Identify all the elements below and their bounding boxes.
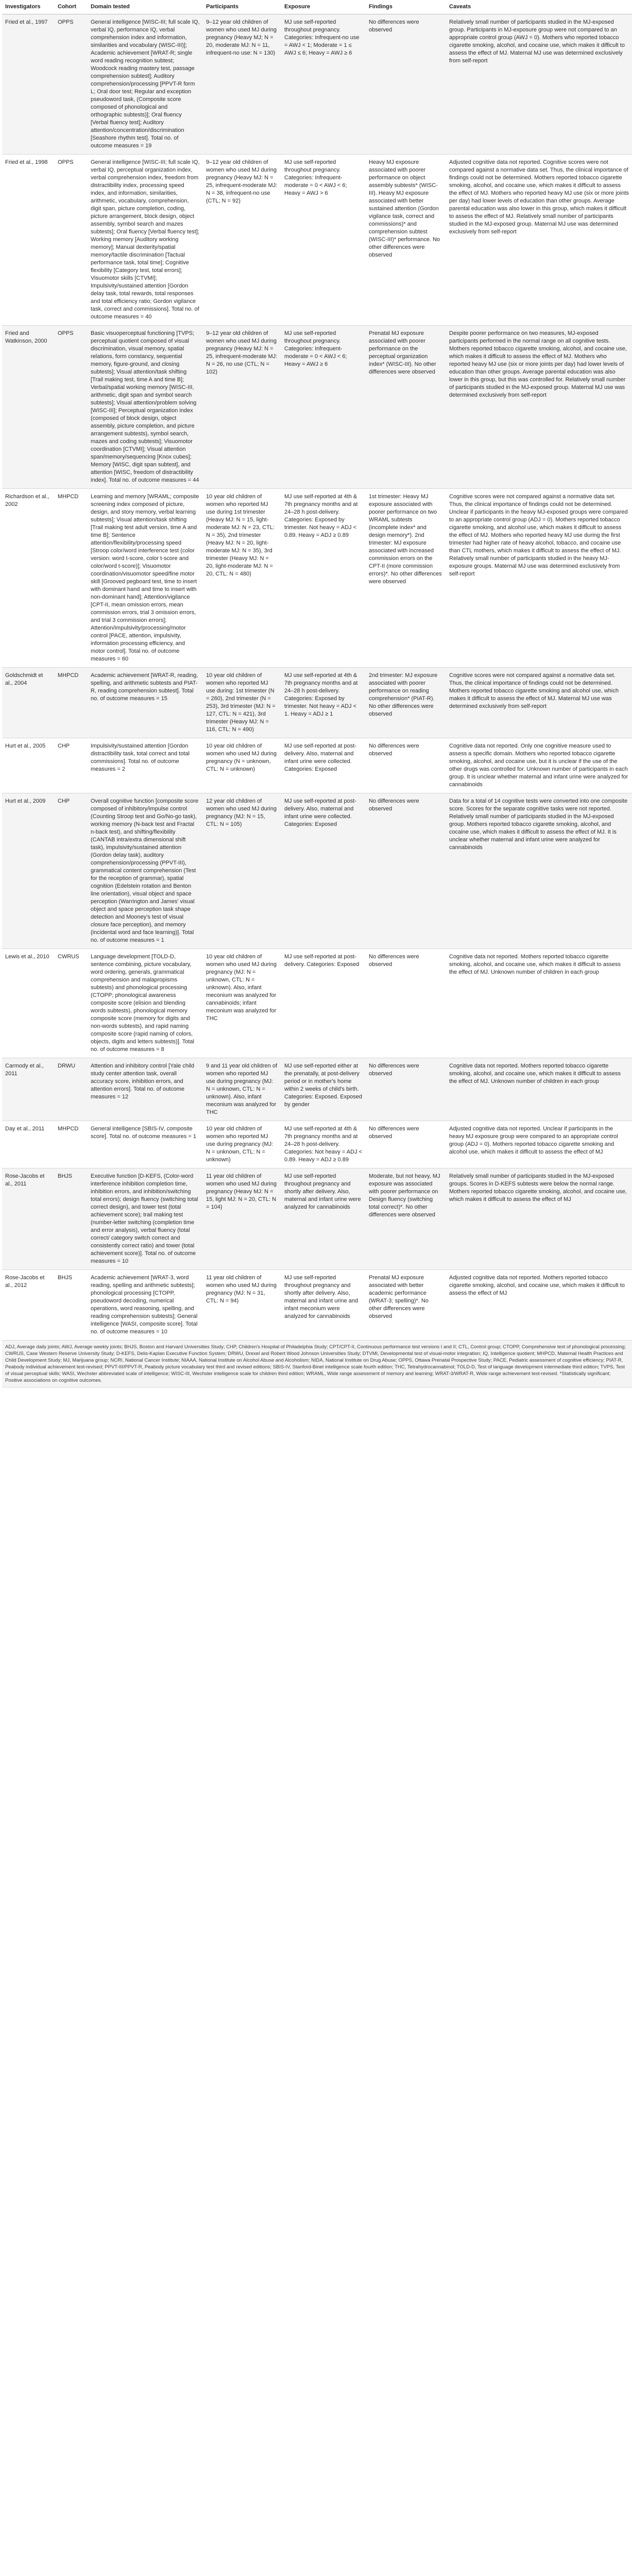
cell-domain: Attention and inhibitory control [Yale child study center attention task, overall accuracy score, inhibition errors, and attention errors]. Total no. of outcome measures = 12 <box>88 1058 203 1121</box>
cell-caveats: Relatively small number of participants studied in the MJ-exposed groups. Scores in D-KEFS subtests were below the normal range. Mothers reported tobacco cigarette smoking, alcohol, and cocaine use, which makes it difficult to assess the effect of MJ <box>446 1168 632 1270</box>
cell-participants: 11 year old children of women who used MJ during pregnancy (Heavy MJ: N = 15, light MJ: N = 20, CTL: N = 104) <box>203 1168 281 1270</box>
cell-cohort: CHP <box>55 738 88 793</box>
cell-cohort: MHPCD <box>55 489 88 668</box>
cell-investigators: Lewis et al., 2010 <box>2 949 55 1058</box>
cell-cohort: CWRUS <box>55 949 88 1058</box>
cell-investigators: Hurt et al., 2005 <box>2 738 55 793</box>
table-row <box>2 793 632 949</box>
table-row <box>2 668 632 738</box>
cell-domain: Language development [TOLD-D, sentence combining, picture vocabulary, word ordering, generals, grammatical comprehension and malapropisms subtests) and phonological processing (CTOPP; phonological awareness composite score (elision and blending words subtests), phonological memory composite score (memory for digits and non-words subtests), and rapid naming composite score (rapid naming of colors, objects, digits and letters subtests)]. Total no. of outcome measures = 8 <box>88 949 203 1058</box>
cell-caveats: Adjusted cognitive data not reported. Cognitive scores were not compared against a normative data set. Thus, the clinical importance of findings could not be determined. Mothers reported tobacco cigarette smoking, alcohol, and cocaine use, which makes it difficult to assess the effect of MJ. Mothers who reported heavy MJ use (six or more joints per day) had lower levels of education than other groups. Average parental education was also lower in this group, which makes it difficult to assess the effect of MJ. Relatively small number of participants studied in the MJ-exposed group. Maternal MJ use was determined exclusively from self-report <box>446 155 632 326</box>
table-row <box>2 1168 632 1270</box>
cell-investigators: Fried et al., 1997 <box>2 14 55 155</box>
cell-investigators: Rose-Jacobs et al., 2012 <box>2 1270 55 1341</box>
cell-domain: Executive function [D-KEFS, (Color-word interference inhibition completion time, inhibition errors, and inhibition/switching total errors); design fluency (switching total correct design), and tower test (total achievement score); trail making test (number-letter switching (completion time and error analysis), verbal fluency (total correct/ category switch correct and consistently correct ratio) and tower (total achievement score)]. Total no. of outcome measures = 10 <box>88 1168 203 1270</box>
cell-caveats: Adjusted cognitive data not reported. Unclear if participants in the heavy MJ exposure group were compared to an appropriate control group (ADJ = 0). Mothers reported tobacco cigarette smoking and alcohol use, which makes it difficult to assess the effect of MJ <box>446 1121 632 1168</box>
cell-findings: No differences were observed <box>366 793 446 949</box>
cell-findings: No differences were observed <box>366 14 446 155</box>
table-row <box>2 738 632 793</box>
table-row <box>2 326 632 489</box>
header-caveats: Caveats <box>446 0 632 14</box>
cell-participants: 10 year old children of women who reported MJ use during pregnancy (MJ: N = unknown, CTL: N = unknown) <box>203 1121 281 1168</box>
cell-caveats: Cognitive data not reported. Only one cognitive measure used to assess a specific domain. Mothers who reported tobacco cigarette smoking, alcohol, and cocaine use, but it is unclear if the use of the other drugs was controlled for. Unknown number of participants in each group. It is unclear whether maternal and infant urine were analyzed for cannabinoids <box>446 738 632 793</box>
cell-participants: 9–12 year old children of women who used MJ during pregnancy (Heavy MJ; N = 20, moderate MJ: N = 11, infrequent-no use: N = 130) <box>203 14 281 155</box>
table-row <box>2 155 632 326</box>
cell-participants: 9 and 11 year old children of women who reported MJ use during pregnancy (MJ: N = unknown, CTL: N = unknown). Also, infant meconium was analyzed for THC <box>203 1058 281 1121</box>
cell-caveats: Cognitive data not reported. Mothers reported tobacco cigarette smoking, alcohol, and cocaine use, which makes it difficult to assess the effect of MJ. Unknown number of children in each group <box>446 1058 632 1121</box>
cell-findings: No differences were observed <box>366 1058 446 1121</box>
cell-participants: 9–12 year old children of women who used MJ during pregnancy (Heavy MJ: N = 25, infrequent-moderate MJ: N = 38, infrequent-no use (CTL; N = 92) <box>203 155 281 326</box>
cell-participants: 10 year old children of women who reported MJ use during: 1st trimester (N = 260), 2nd trimester (N = 253), 3rd trimester (MJ: N = 127, CTL: N = 421), 3rd trimester (Heavy MJ: N = 116, CTL: N = 490) <box>203 668 281 738</box>
cell-investigators: Hurt et al., 2009 <box>2 793 55 949</box>
cell-investigators: Richardson et al., 2002 <box>2 489 55 668</box>
cell-domain: Academic achievement [WRAT-R, reading, spelling, and arithmetic subtests and PIAT-R, reading comprehension subtest]. Total no. of outcome measures = 15 <box>88 668 203 738</box>
cell-cohort: DRWU <box>55 1058 88 1121</box>
table-row <box>2 949 632 1058</box>
cell-caveats: Relatively small number of participants studied in the MJ-exposed group. Participants in MJ-exposure group were not compared to an appropriate control group (AWJ = 0). Mothers who reported tobacco cigarette smoking, alcohol, and cocaine use, which makes it difficult to assess the effect of MJ. Maternal MJ use was determined exclusively from self-report <box>446 14 632 155</box>
cell-exposure: MJ use self-reported at post-delivery. Also, maternal and infant urine were collected. Categories: Exposed <box>281 793 366 949</box>
cell-findings: No differences were observed <box>366 738 446 793</box>
cell-investigators: Fried et al., 1998 <box>2 155 55 326</box>
cell-investigators: Carmody et al., 2011 <box>2 1058 55 1121</box>
footnote-row <box>2 1341 632 1387</box>
header-findings: Findings <box>366 0 446 14</box>
cell-exposure: MJ use self-reported at post-delivery. Categories: Exposed <box>281 949 366 1058</box>
cell-exposure: MJ use self-reported at 4th & 7th pregnancy months and at 24–28 h post-delivery. Categories: Exposed by trimester. Not heavy = ADJ < 1. Heavy = ADJ ≥ 1 <box>281 668 366 738</box>
cell-domain: Academic achievement [WRAT-3, word reading, spelling and arithmetic subtests]; phonological processing [CTOPP, pseudoword decoding, numerical operations, word reasoning, spelling, and reading comprehension subtests]; General intelligence [WASI, composite score]. Total no. of outcome measures = 10 <box>88 1270 203 1341</box>
studies-table <box>2 0 632 1387</box>
cell-findings: Moderate, but not heavy, MJ exposure was associated with poorer performance on Design fluency (switching total correct)*. No other differences were observed <box>366 1168 446 1270</box>
cell-caveats: Cognitive scores were not compared against a normative data set. Thus, the clinical importance of findings could not be determined. Unclear if participants in the heavy MJ-exposed groups were compared to an appropriate control group (ADJ = 0). Mothers reported tobacco cigarette smoking, and alcohol use, which makes it difficult to assess the effect of MJ. Mothers who reported heavy MJ use during the first trimester had higher rate of heavy alcohol, tobacco, and cocaine use than CTL mothers, which makes it difficult to assess the effect of MJ. Relatively small number of participants studied in the heavy MJ-exposure groups. Maternal MJ use was determined exclusively from self-report <box>446 489 632 668</box>
cell-exposure: MJ use self-reported at 4th & 7th pregnancy months and at 24–28 h post-delivery. Categories: Not heavy = ADJ < 0.89. Heavy = ADJ ≥ 0.89 <box>281 1121 366 1168</box>
cell-findings: 1st trimester: Heavy MJ exposure associated with poorer performance on two WRAML subtests (incomplete index* and design memory*). 2nd trimester: MJ exposure associated with increased commission errors on the CPT-II (more commission errors)*. No other differences were observed <box>366 489 446 668</box>
cell-exposure: MJ use self-reported at 4th & 7th pregnancy months and at 24–28 h post-delivery. Categories: Exposed by trimester. Not heavy = ADJ < 0.89. Heavy = ADJ ≥ 0.89 <box>281 489 366 668</box>
cell-participants: 10 year old children of women who reported MJ use during 1st trimester (Heavy MJ: N = 15, light-moderate MJ: N = 23, CTL: N = 35), 2nd trimester (Heavy MJ: N = 20, light-moderate MJ: N = 35), 3rd trimester (Heavy MJ: N = 20, light-moderate MJ: N = 20, CTL: N = 480) <box>203 489 281 668</box>
cell-caveats: Cognitive scores were not compared against a normative data set. Thus, the clinical importance of findings could not be determined. Mothers reported tobacco cigarette smoking and alcohol use, which makes it difficult to assess the effect of MJ. Maternal MJ use was determined exclusively from self-report <box>446 668 632 738</box>
cell-exposure: MJ use self-reported throughout pregnancy. Categories: Infrequent-moderate = 0 < AWJ < 6; Heavy = AWJ > 6 <box>281 155 366 326</box>
table-row <box>2 1270 632 1341</box>
header-participants: Participants <box>203 0 281 14</box>
table-header-row <box>2 0 632 14</box>
cell-participants: 12 year old children of women who used MJ during pregnancy (MJ: N = 15, CTL: N = 105) <box>203 793 281 949</box>
cell-investigators: Fried and Watkinson, 2000 <box>2 326 55 489</box>
cell-domain: General intelligence [WISC-III; full scale IQ, verbal IQ, performance IQ, verbal comprehension index and information, similarities and vocabulary (WISC-III)]; Academic achievement [WRAT-R; single word reading recognition subtest; Woodcock reading mastery test, passage comprehension subtest]; Auditory comprehension/processing [PPVT-R form L; Oral door test; Regular and exception pseudoword task, (Composite score composed of phonological and orthographic subtests)]; Oral fluency [Verbal fluency test]; Auditory attention/concentration/discrimination [Seashore rhythm test]. Total no. of outcome measures = 19 <box>88 14 203 155</box>
cell-participants: 9–12 year old children of women who used MJ during pregnancy (Heavy MJ: N = 25, infrequent-moderate MJ: N = 26, no use (CTL; N = 102) <box>203 326 281 489</box>
table-row <box>2 1058 632 1121</box>
cell-participants: 10 year old children of women who used MJ during pregnancy (MJ: N = unknown, CTL: N = unknown). Also, infant meconium was analyzed for cannabinoids; infant meconium was analyzed for THC <box>203 949 281 1058</box>
header-investigators: Investigators <box>2 0 55 14</box>
cell-exposure: MJ use self-reported throughout pregnancy and shortly after delivery. Also, maternal and infant urine were analyzed for cannabinoids <box>281 1168 366 1270</box>
cell-findings: Prenatal MJ exposure associated with better academic performance (WRAT-3; spelling)*. No other differences were observed <box>366 1270 446 1341</box>
cell-domain: Impulsivity/sustained attention [Gordon distractibility task, total correct and total commissions]. Total no. of outcome measures = 2 <box>88 738 203 793</box>
cell-cohort: BHJS <box>55 1168 88 1270</box>
cell-exposure: MJ use self-reported throughout pregnancy and shortly after delivery. Also, maternal and infant urine and infant meconium were analyzed for cannabinoids <box>281 1270 366 1341</box>
cell-investigators: Day et al., 2011 <box>2 1121 55 1168</box>
cell-cohort: OPPS <box>55 14 88 155</box>
cell-findings: No differences were observed <box>366 1121 446 1168</box>
cell-caveats: Data for a total of 14 cognitive tests were converted into one composite score. Scores for the separate cognitive tasks were not reported. Relatively small number of participants studied in the MJ-exposed group. Mothers reported tobacco cigarette smoking, alcohol, and cocaine use, which makes it difficult to assess the effect of MJ. It is unclear whether maternal and infant urine were analyzed for cannabinoids <box>446 793 632 949</box>
table-footnote: ADJ, Average daily joints; AWJ, Average weekly joints; BHJS, Boston and Harvard Universities Study; CHP, Children's Hospital of Philadelphia Study; CPT/CPT-II, Continuous performance test versions I and II; CTL, Control group; CTOPP, Comprehensive test of phonological processing; CWRUS, Case Western Reserve University Study; D-KEFS, Delis-Kaplan Executive Function System; DRWU, Drexel and Robert Wood Johnson Universities Study; DTVMI, Developmental test of visual-motor integration; IQ, Intelligence quotient; MHPCD, Maternal Health Practices and Child Development Study; MJ, Marijuana group; NCRI, National Cancer Institute; NIAAA, National Institute on Alcohol Abuse and Alcoholism; NIDA, National Institute on Drug Abuse; OPPS, Ottawa Prenatal Prospective Study; PACE, Pediatric assessment of cognitive efficiency; PIAT-R, Peabody individual achievement test-revised; PPVT-III/PPVT-R, Peabody picture vocabulary test third and revised editions; SBIS-IV, Stanford-Binet intelligence scale fourth edition; THC, Tetrahydrocannabinol; TOLD-D, Test of language development intermediate third edition; TVPS, Test of visual perceptual skills; WASI, Wechsler abbreviated scale of intelligence; WISC-III, Wechsler intelligence scale for children third edition; WRAML, Wide range assessment of memory and learning; WRAT-3/WRAT-R, Wide range achievement test-revised. *Statistically significant; Positive associations on cognitive outcomes. <box>2 1341 632 1387</box>
header-exposure: Exposure <box>281 0 366 14</box>
cell-investigators: Rose-Jacobs et al., 2011 <box>2 1168 55 1270</box>
cell-exposure: MJ use self-reported throughout pregnancy. Categories: Infrequent-moderate = 0 < AWJ < 6; Heavy = AWJ ≥ 6 <box>281 326 366 489</box>
cell-findings: No differences were observed <box>366 949 446 1058</box>
cell-participants: 10 year old children of women who used MJ during pregnancy (N = unknown, CTL: N = unknown) <box>203 738 281 793</box>
cell-domain: Overall cognitive function [composite score composed of inhibitory/impulse control (Counting Stroop test and Go/No-go task), working memory (N-back test and Fractal n-back test), and shifting/flexibility (CANTAB intra/extra dimensional shift task), impulsivity/sustained attention (Gordon delay task), auditory comprehension/processing (PPVT-III), grammatical content comprehension (Test for the reception of grammar), spatial cognition (Edelstein rotation and Benton line orientation), visual object and space perception (Warrington and James' visual object and space perception task shape detection and Mooney's test of visual closure face perception), and memory (incidental word and face learning)]. Total no. of outcome measures = 1 <box>88 793 203 949</box>
header-domain: Domain tested <box>88 0 203 14</box>
cell-exposure: MJ use self-reported throughout pregnancy. Categories: Infrequent-no use = AWJ < 1; Moderate = 1 ≤ AWJ ≤ 6; Heavy = AWJ ≥ 6 <box>281 14 366 155</box>
cell-caveats: Cognitive data not reported. Mothers reported tobacco cigarette smoking, alcohol, and cocaine use, which makes it difficult to assess the effect of MJ. Unknown number of children in each group <box>446 949 632 1058</box>
cell-domain: General intelligence [SBIS-IV, composite score]. Total no. of outcome measures = 1 <box>88 1121 203 1168</box>
cell-caveats: Despite poorer performance on two measures, MJ-exposed participants performed in the normal range on all cognitive tests. Mothers reported tobacco cigarette smoking, alcohol, and cocaine use, which makes it difficult to assess the effect of MJ. Mothers who reported heavy MJ use (six or more joints per day) had lower levels of education than other groups. Average parental education was also lower in this group, but this was controlled for. Relatively small number of participants studied in the MJ-exposed group. Maternal MJ use was determined exclusively from self-report <box>446 326 632 489</box>
cell-exposure: MJ use self-reported either at the prenatally, at post-delivery period or in mother's home within 2 weeks of child's birth. Categories: Exposed. Exposed by gender <box>281 1058 366 1121</box>
cell-domain: Basic visuoperceptual functioning [TVPS; perceptual quotient composed of visual discrimination, visual memory, spatial relations, form constancy, sequential memory, figure-ground, and closing subtests]; Visual attention/task shifting [Trail making test, time A and time B]; Verbal/spatial working memory [WISC-III, arithmetic, digit span and symbol search subtests]; Visual attention/problem solving [WISC-III]; Perceptual organization index (composed of block design, object assembly, picture completion, and picture arrangement subtests), symbol search, mazes and coding subtests]; Visuomotor coordination [CTVMI]; Visual attention span/memory/sequencing [Knox cubes]; Memory [WISC, digit span subtest], and attention [WISC, freedom of distractibility index]. Total no. of outcome measures = 44 <box>88 326 203 489</box>
cell-cohort: MHPCD <box>55 668 88 738</box>
cell-findings: Prenatal MJ exposure associated with poorer performance on the perceptual organization index* (WISC-III). No other differences were observed <box>366 326 446 489</box>
cell-investigators: Goldschmidt et al., 2004 <box>2 668 55 738</box>
cell-domain: General intelligence [WISC-III; full scale IQ, verbal IQ, perceptual organization index, verbal comprehension index, freedom from distractibility index, processing speed index, and information, similarities, arithmetic, vocabulary, comprehension, digit span, picture completion, coding, picture arrangement, block design, object assembly, symbol search and mazes subtests]; Oral fluency [Verbal fluency test]; Working memory [Auditory working memory]; Manual dexterity/spatial memory/tactile discrimination [Tactual performance task, total time]; Cognitive flexibility [Category test, total errors]; Visuomotor skills [CTVMI]; Impulsivity/sustained attention [Gordon delay task, total rewards, total responses and total efficiency ratio; Gordon vigilance task, correct and commissions]. Total no. of outcome measures = 40 <box>88 155 203 326</box>
cell-cohort: MHPCD <box>55 1121 88 1168</box>
cell-cohort: OPPS <box>55 155 88 326</box>
cell-cohort: BHJS <box>55 1270 88 1341</box>
cell-exposure: MJ use self-reported at post-delivery. Also, maternal and infant urine were collected. Categories: Exposed <box>281 738 366 793</box>
cell-caveats: Adjusted cognitive data not reported. Mothers reported tobacco cigarette smoking, alcohol, and cocaine use, which makes it difficult to assess the effect of MJ <box>446 1270 632 1341</box>
cell-domain: Learning and memory [WRAML; composite screening index composed of picture, design, and story memory, verbal learning subtests]; Visual attention/task shifting [Trail making test adult version, time A and time B]; Sentence attention/flexibility/processing speed [Stroop color/word interference test (color version: word t-score, color t-score and color/word t-score)]; Visuomotor coordination/visuomotor speed/fine motor skill [Grooved pegboard test, time to insert with dominant hand and time to insert with non-dominant hand]; Attention/vigilance [CPT-II, mean omission errors, mean commission errors, trial 3 omission errors, and trial 3 commission errors]; Attention/impulsivity/processing/motor control [PACE, attention, impulsivity, information processing efficiency, and motor control]. Total no. of outcome measures = 60 <box>88 489 203 668</box>
header-cohort: Cohort <box>55 0 88 14</box>
cell-cohort: CHP <box>55 793 88 949</box>
cell-findings: Heavy MJ exposure associated with poorer performance on object assembly subtests* (WISC-III). Heavy MJ exposure associated with better sustained attention (Gordon vigilance task, correct and commissions)* and comprehension subtest (WISC-III)* performance. No other differences were observed <box>366 155 446 326</box>
cell-findings: 2nd trimester: MJ exposure associated with poorer performance on reading comprehension* (PIAT-R). No other differences were observed <box>366 668 446 738</box>
table-row <box>2 1121 632 1168</box>
table-row <box>2 14 632 155</box>
cell-cohort: OPPS <box>55 326 88 489</box>
cell-participants: 11 year old children of women who used MJ during pregnancy (MJ: N = 31, CTL: N = 94) <box>203 1270 281 1341</box>
table-row <box>2 489 632 668</box>
